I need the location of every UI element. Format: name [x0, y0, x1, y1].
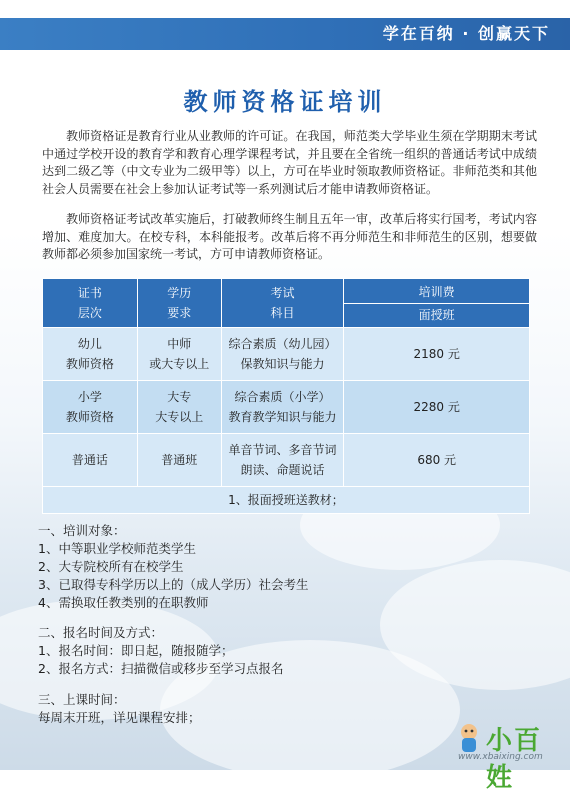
section-heading: 二、报名时间及方式：: [38, 625, 164, 640]
fee-table: [42, 278, 530, 514]
top-banner: [0, 18, 570, 50]
list-item: 2、大专院校所有在校学生: [38, 559, 184, 574]
section-heading: 一、培训对象：: [38, 523, 126, 538]
header-fee: 培训费 面授班: [344, 279, 530, 328]
cell-education: 大专 大专以上: [137, 381, 221, 434]
list-item: 1、报名时间：即日起，随报随学；: [38, 643, 234, 658]
banner-slogan: 学在百纳 · 创赢天下: [382, 24, 550, 43]
cell-cert: 小学 教师资格: [43, 381, 138, 434]
intro-paragraph-1: 教师资格证是教育行业从业教师的许可证。在我国，师范类大学毕业生须在学期期末考试中通过学校开设的教育学和教育心理学课程考试，并且要在全省统一组织的普通话考试中成绩达到二级乙等（中文专业为二级甲等）以上，方可在毕业时领取教师资格证。非师范类和其他社会人员需要在社会上参加认证考试等一系列测试后才能申请教师资格证。: [42, 129, 537, 196]
header-exam: 考试 科目: [221, 279, 344, 328]
section-classes: [38, 691, 201, 727]
table-header-row: [43, 279, 530, 328]
intro-paragraph-2: 教师资格证考试改革实施后，打破教师终生制且五年一审，改革后将实行国考，考试内容增加、难度加大。在校专科，本科能报考。改革后将不再分师范生和非师范生的区别，想要做教师都必须参加国家统一考试，方可申请教师资格证。: [42, 212, 537, 261]
table-note-row: [43, 487, 530, 514]
table-row: [43, 434, 530, 487]
list-item: 3、已取得专科学历以上的（成人学历）社会考生: [38, 577, 309, 592]
page-title: 教师资格证培训: [183, 88, 387, 116]
cell-exam: 综合素质（小学） 教育教学知识与能力: [221, 381, 344, 434]
section-targets: [38, 522, 308, 612]
cell-fee: 2180 元: [344, 328, 530, 381]
section-signup: [38, 624, 283, 678]
cell-education: 普通班: [137, 434, 221, 487]
cell-exam: 单音节词、多音节词 朗读、命题说话: [221, 434, 344, 487]
watermark-url: www.xbaixing.com: [458, 752, 543, 762]
mascot-icon: [454, 722, 484, 754]
header-education: 学历 要求: [137, 279, 221, 328]
watermark-brand: 小百姓: [486, 726, 543, 793]
section-heading: 三、上课时间：: [38, 692, 126, 707]
header-cert: 证书 层次: [43, 279, 138, 328]
cell-exam: 综合素质（幼儿园） 保教知识与能力: [221, 328, 344, 381]
list-item: 1、中等职业学校师范类学生: [38, 541, 196, 556]
cell-cert: 幼儿 教师资格: [43, 328, 138, 381]
cell-education: 中师 或大专以上: [137, 328, 221, 381]
list-item: 每周末开班，详见课程安排；: [38, 710, 201, 725]
cell-fee: 2280 元: [344, 381, 530, 434]
watermark-logo: [452, 718, 564, 793]
table-note: 1、报面授班送教材；: [43, 487, 530, 514]
cell-cert: 普通话: [43, 434, 138, 487]
list-item: 2、报名方式：扫描微信或移步至学习点报名: [38, 661, 284, 676]
cell-fee: 680 元: [344, 434, 530, 487]
table-row: [43, 328, 530, 381]
list-item: 4、需换取任教类别的在职教师: [38, 595, 209, 610]
table-row: [43, 381, 530, 434]
